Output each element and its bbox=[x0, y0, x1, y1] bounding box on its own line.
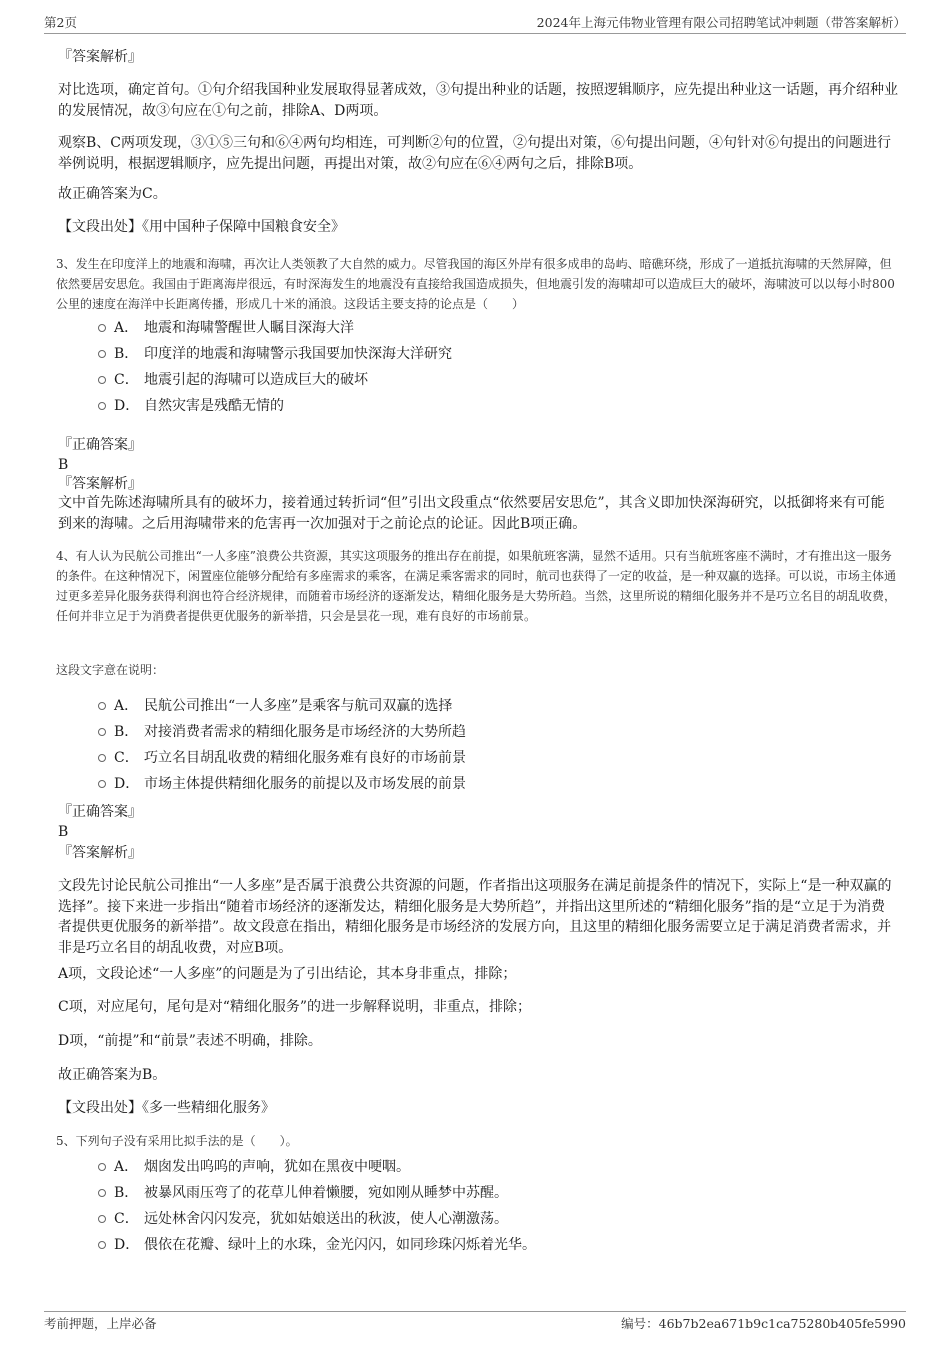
radio-icon[interactable] bbox=[98, 376, 106, 384]
q4-source: 【文段出处】《多一些精细化服务》 bbox=[58, 1100, 275, 1116]
q2-source: 【文段出处】《用中国种子保障中国粮食安全》 bbox=[58, 219, 345, 235]
radio-icon[interactable] bbox=[98, 702, 106, 710]
q5-option-d[interactable]: D． 偎依在花瓣、绿叶上的水珠，金光闪闪，如同珍珠闪烁着光华。 bbox=[98, 1234, 536, 1254]
radio-icon[interactable] bbox=[98, 780, 106, 788]
radio-icon[interactable] bbox=[98, 728, 106, 736]
q3-option-a[interactable]: A． 地震和海啸警醒世人瞩目深海大洋 bbox=[98, 317, 354, 337]
q2-conclusion: 故正确答案为C。 bbox=[58, 186, 167, 202]
q4-answer-label: 『正确答案』 bbox=[58, 804, 142, 820]
q3-option-c[interactable]: C． 地震引起的海啸可以造成巨大的破坏 bbox=[98, 369, 368, 389]
radio-icon[interactable] bbox=[98, 402, 106, 410]
q5-option-a[interactable]: A． 烟囱发出呜呜的声响，犹如在黑夜中哽咽。 bbox=[98, 1156, 410, 1176]
q5-stem: 5、下列句子没有采用比拟手法的是（ ）。 bbox=[56, 1134, 298, 1148]
q3-analysis-label: 『答案解析』 bbox=[58, 476, 142, 492]
q4-analysis-label: 『答案解析』 bbox=[58, 845, 142, 861]
q5-option-c[interactable]: C． 远处林舍闪闪发亮，犹如姑娘送出的秋波，使人心潮激荡。 bbox=[98, 1208, 508, 1228]
radio-icon[interactable] bbox=[98, 754, 106, 762]
radio-icon[interactable] bbox=[98, 1241, 106, 1249]
q3-stem: 3、发生在印度洋上的地震和海啸，再次让人类领教了大自然的威力。尽管我国的海区外岸有很多成串的岛屿、暗礁环绕，形成了一道抵抗海啸的天然屏障，但依然要居安思危。我国由于距离海岸很远，有时深海发生的地震没有直接给我国造成损失，但地震引发的海啸却可以造成巨大的破坏，海啸波可以以每小时800公里的速度在海洋中长距离传播，形成几十米的涌浪。这段话主要支持的论点是（ ） bbox=[56, 257, 895, 311]
q3-option-b[interactable]: B． 印度洋的地震和海啸警示我国要加快深海大洋研究 bbox=[98, 343, 452, 363]
q5-option-b[interactable]: B． 被暴风雨压弯了的花草儿伸着懒腰，宛如刚从睡梦中苏醒。 bbox=[98, 1182, 508, 1202]
q4-note-d: D项，“前提”和“前景”表述不明确，排除。 bbox=[58, 1033, 322, 1049]
q4-note-a: A项，文段论述“一人多座”的问题是为了引出结论，其本身非重点，排除； bbox=[58, 966, 517, 982]
radio-icon[interactable] bbox=[98, 1189, 106, 1197]
header-divider bbox=[44, 33, 906, 34]
document-title: 2024年上海元伟物业管理有限公司招聘笔试冲刺题（带答案解析） bbox=[536, 15, 906, 30]
radio-icon[interactable] bbox=[98, 1215, 106, 1223]
footer-serial: 编号：46b7b2ea671b9c1ca75280b405fe5990 bbox=[621, 1316, 906, 1331]
q3-option-d[interactable]: D． 自然灾害是残酷无情的 bbox=[98, 395, 284, 415]
q4-option-c[interactable]: C． 巧立名目胡乱收费的精细化服务难有良好的市场前景 bbox=[98, 747, 466, 767]
q2-analysis-label: 『答案解析』 bbox=[58, 49, 142, 65]
q2-analysis-p2: 观察B、C两项发现，③①⑤三句和⑥④两句均相连，可判断②句的位置，②句提出对策，⑥句提出问题，④句针对⑥句提出的问题进行举例说明，根据逻辑顺序，应先提出问题，再提出对策，故②句应在⑥④两句之后，排除B项。 bbox=[58, 135, 891, 172]
q4-answer: B bbox=[58, 824, 69, 840]
q2-analysis-p1: 对比选项，确定首句。①句介绍我国种业发展取得显著成效，③句提出种业的话题，按照逻辑顺序，应先提出种业这一话题，再介绍种业的发展情况，故③句应在①句之前，排除A、D两项。 bbox=[58, 82, 898, 119]
q3-analysis: 文中首先陈述海啸所具有的破坏力，接着通过转折词“但”引出文段重点“依然要居安思危”，其含义即加快深海研究，以抵御将来有可能到来的海啸。之后用海啸带来的危害再一次加强对于之前论点的论证。因此B项正确。 bbox=[58, 495, 885, 532]
footer-slogan: 考前押题，上岸必备 bbox=[44, 1316, 157, 1331]
q4-prompt: 这段文字意在说明： bbox=[56, 663, 165, 677]
q4-option-a[interactable]: A． 民航公司推出“一人多座”是乘客与航司双赢的选择 bbox=[98, 695, 452, 715]
q4-option-b[interactable]: B． 对接消费者需求的精细化服务是市场经济的大势所趋 bbox=[98, 721, 466, 741]
q3-answer: B bbox=[58, 457, 69, 473]
radio-icon[interactable] bbox=[98, 324, 106, 332]
q4-analysis: 文段先讨论民航公司推出“一人多座”是否属于浪费公共资源的问题，作者指出这项服务在满足前提条件的情况下，实际上“是一种双赢的选择”。接下来进一步指出“随着市场经济的逐渐发达，精细化服务是大势所趋”，并指出这里所述的“精细化服务”指的是“立足于为消费者提供更优服务的新举措”。故文段意在指出，精细化服务是市场经济的发展方向，且这里的精细化服务需要立足于满足消费者需求，并非是巧立名目的胡乱收费，对应B项。 bbox=[58, 878, 892, 956]
footer-divider bbox=[44, 1311, 906, 1312]
q4-stem: 4、有人认为民航公司推出“一人多座”浪费公共资源，其实这项服务的推出存在前提，如果航班客满，显然不适用。只有当航班客座不满时，才有推出这一服务的条件。在这种情况下，闲置座位能够分配给有多座需求的乘客，在满足乘客需求的同时，航司也获得了一定的收益，是一种双赢的选择。可以说，市场主体通过更多差异化服务获得利润也符合经济规律，而随着市场经济的逐渐发达，精细化服务是大势所趋。当然，这里所说的精细化服务并不是巧立名目的胡乱收费，任何并非立足于为消费者提供更优服务的新举措，只会是昙花一现，难有良好的市场前景。 bbox=[56, 549, 897, 623]
radio-icon[interactable] bbox=[98, 350, 106, 358]
q4-note-c: C项，对应尾句，尾句是对“精细化服务”的进一步解释说明，非重点，排除； bbox=[58, 999, 532, 1015]
q4-conclusion: 故正确答案为B。 bbox=[58, 1067, 167, 1083]
q4-option-d[interactable]: D． 市场主体提供精细化服务的前提以及市场发展的前景 bbox=[98, 773, 466, 793]
radio-icon[interactable] bbox=[98, 1163, 106, 1171]
page-number: 第2页 bbox=[44, 15, 77, 30]
q3-answer-label: 『正确答案』 bbox=[58, 437, 142, 453]
